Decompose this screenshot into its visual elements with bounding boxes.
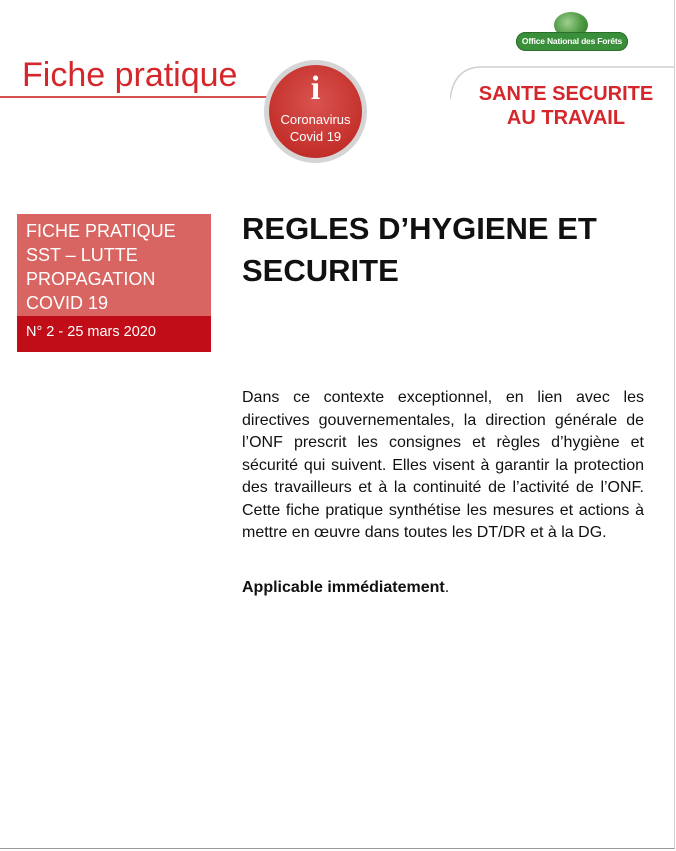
intro-paragraph: Dans ce contexte exceptionnel, en lien avec les directives gouvernementales, la direction générale de l’ONF prescrit les consignes et règles d’hygiène et sécurité qui suivent. Elles visent à garantir la protection des travailleurs et à la continuité de l’activité de l’ONF. Cette fiche pratique synthétise les mesures et actions à mettre en œuvre dans toutes les DT/DR et à la DG. [242,389,644,541]
coronavirus-info-badge [264,60,367,163]
onf-logo-label: Office National des Forêts [516,32,628,51]
page-title-line1: REGLES D’HYGIENE ET [242,211,597,246]
category-line: COVID 19 [26,293,109,313]
fiche-pratique-title: Fiche pratique [22,56,238,94]
applicability-bold: Applicable immédiatement [242,579,445,596]
badge-label-covid: Covid 19 [289,129,342,144]
info-icon: i [310,70,321,107]
page-title [242,208,662,292]
section-title [466,82,666,130]
fiche-number-date: N° 2 - 25 mars 2020 [17,316,211,352]
applicability-note [242,577,449,599]
onf-logo [516,12,628,54]
category-line: PROPAGATION [26,269,156,289]
header-divider-left [0,96,272,98]
category-line: FICHE PRATIQUE [26,221,176,241]
category-line: SST – LUTTE [26,245,138,265]
section-title-line1: SANTE SECURITE [478,83,654,105]
applicability-punct: . [444,579,450,596]
page-title-line2: SECURITE [242,253,399,288]
badge-label-coronavirus: Coronavirus [280,112,351,127]
section-title-line2: AU TRAVAIL [506,107,626,129]
fiche-category-box [17,214,211,316]
